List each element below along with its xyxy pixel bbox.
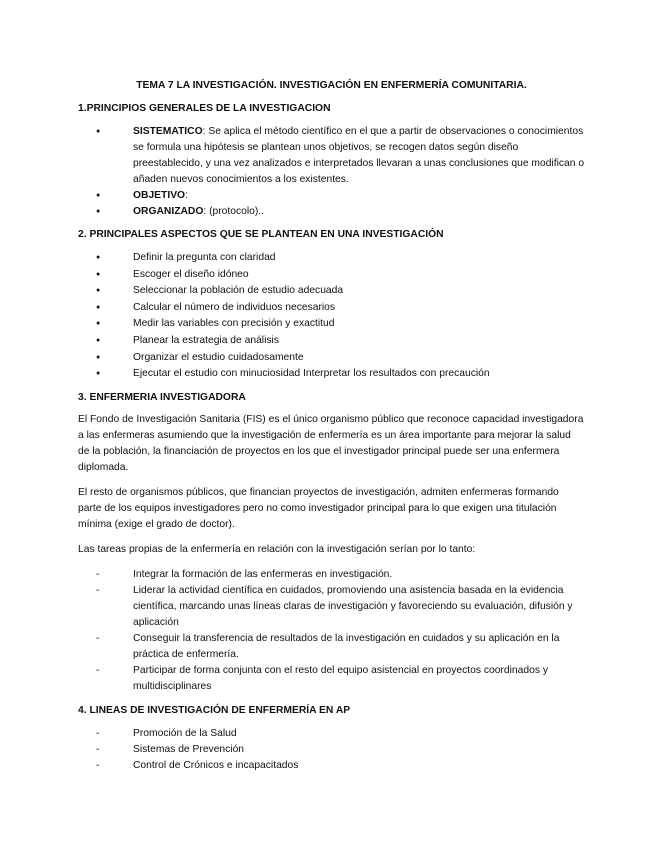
term-description: :	[185, 190, 188, 201]
section-2-list	[78, 250, 585, 383]
list-item	[96, 204, 585, 220]
list-item: - Conseguir la transferencia de resultados de la investigación en cuidados y su aplicación en la práctica de enfermería.	[96, 631, 585, 663]
term-description: : Se aplica el método científico en el que a partir de observaciones o conocimientos se formula una hipótesis se plantean unos objetivos, se recogen datos según diseño preestablecido, y una vez analizados e interpretados llevaran a unas conclusiones que modifican o añaden nuevos conocimientos a los existentes.	[133, 126, 585, 185]
list-item: - Liderar la actividad científica en cuidados, promoviendo una asistencia basada en la evidencia científica, marcando unas líneas claras de investigación y favoreciendo su evaluación, difusión y aplicación	[96, 583, 585, 631]
list-item: ● Ejecutar el estudio con minuciosidad Interpretar los resultados con precaución	[96, 366, 585, 383]
term-description: : (protocolo)..	[203, 206, 265, 217]
term-sistematico: SISTEMATICO	[133, 126, 203, 137]
section-4-heading: 4. LINEAS DE INVESTIGACIÓN DE ENFERMERÍA EN AP	[78, 704, 351, 716]
list-item: ● Calcular el número de individuos necesarios	[96, 300, 585, 317]
list-item: - Promoción de la Salud	[96, 726, 585, 742]
list-item: ● Organizar el estudio cuidadosamente	[96, 350, 585, 367]
list-item	[96, 124, 585, 188]
tasks-list	[78, 567, 585, 695]
paragraph: El resto de organismos públicos, que financian proyectos de investigación, admiten enfermeras formando parte de los equipos investigadores pero no como investigador principal para lo que exigen una titulación mínima (exige el grado de doctor).	[78, 486, 559, 530]
term-objetivo: OBJETIVO	[133, 190, 186, 201]
term-organizado: ORGANIZADO	[133, 206, 204, 217]
list-item: - Integrar la formación de las enfermeras en investigación.	[96, 567, 585, 583]
paragraph: Las tareas propias de la enfermería en relación con la investigación serían por lo tanto:	[78, 543, 476, 555]
list-item: ● Seleccionar la población de estudio adecuada	[96, 283, 585, 300]
document-title: TEMA 7 LA INVESTIGACIÓN. INVESTIGACIÓN EN ENFERMERÍA COMUNITARIA.	[136, 80, 527, 91]
section-1-list	[78, 124, 585, 220]
list-item: - Participar de forma conjunta con el resto del equipo asistencial en proyectos coordinados y multidisciplinares	[96, 663, 585, 695]
section-2-heading: 2. PRINCIPALES ASPECTOS QUE SE PLANTEAN EN UNA INVESTIGACIÓN	[78, 229, 444, 240]
list-item	[96, 188, 585, 204]
list-item: - Control de Crónicos e incapacitados	[96, 758, 585, 774]
section-1-heading: 1.PRINCIPIOS GENERALES DE LA INVESTIGACION	[78, 103, 331, 114]
list-item: ● Escoger el diseño idóneo	[96, 267, 585, 284]
paragraph: El Fondo de Investigación Sanitaria (FIS) es el único organismo público que reconoce capacidad investigadora a las enfermeras asumiendo que la investigación de enfermería es un área importante para mejorar la salud de la población, la financiación de proyectos en los que el investigador principal puede ser una enfermera diplomada.	[78, 413, 584, 473]
list-item: - Sistemas de Prevención	[96, 742, 585, 758]
list-item: ● Planear la estrategia de análisis	[96, 333, 585, 350]
list-item: ● Definir la pregunta con claridad	[96, 250, 585, 267]
section-3-heading: 3. ENFERMERIA INVESTIGADORA	[78, 391, 246, 403]
list-item: ● Medir las variables con precisión y exactitud	[96, 316, 585, 333]
section-4-list	[78, 726, 585, 774]
